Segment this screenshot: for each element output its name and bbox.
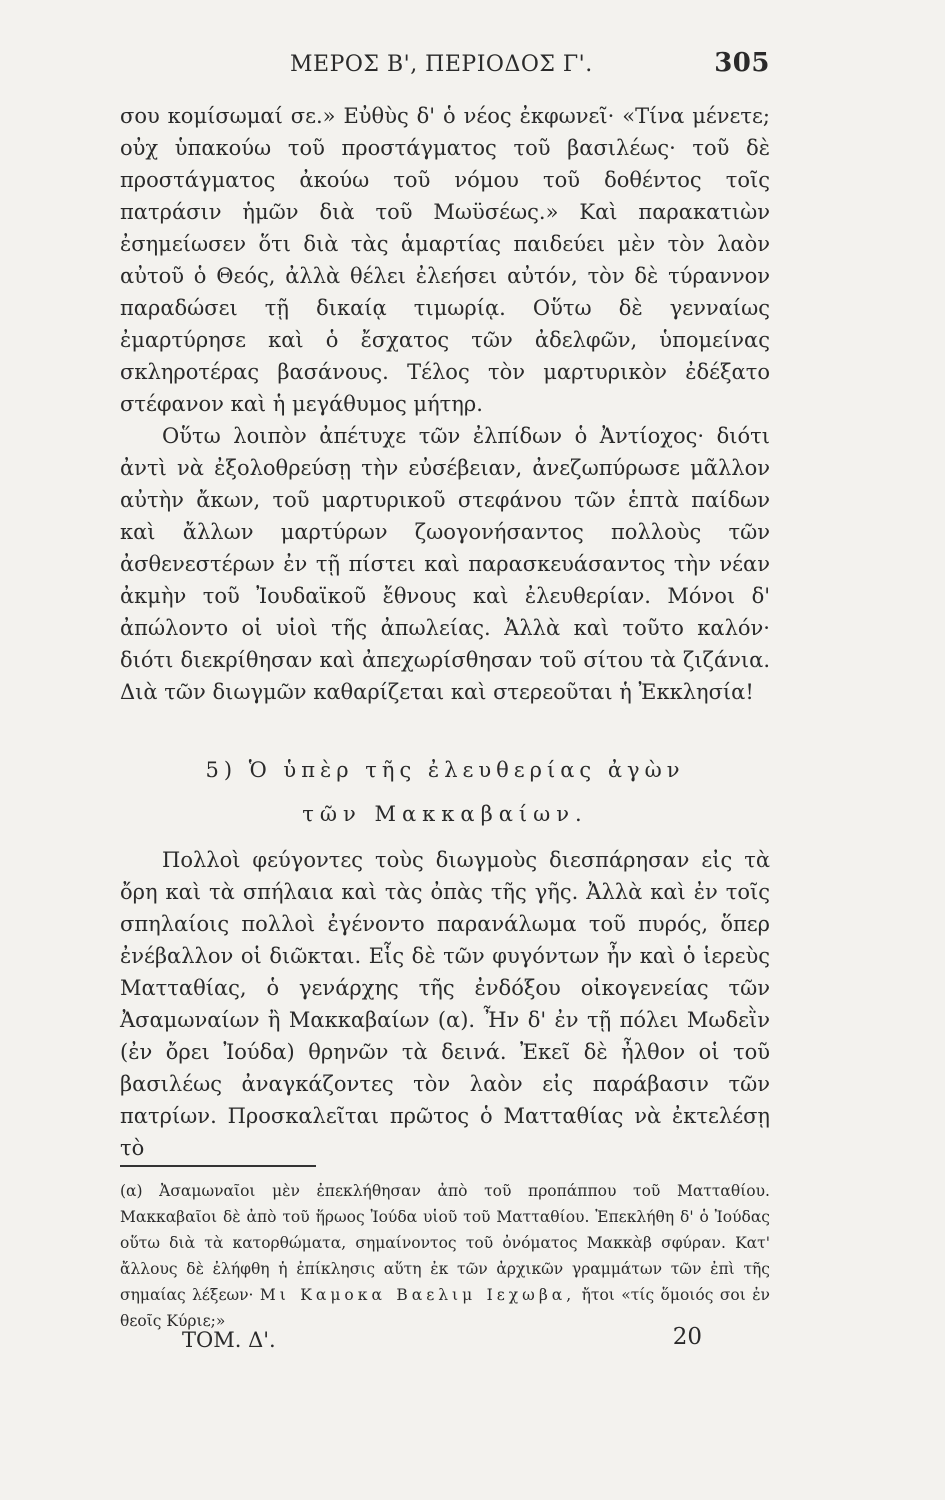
page-number: 305 — [714, 48, 770, 78]
footnote-text: (α) Ἀσαμωναῖοι μὲν ἐπεκλήθησαν ἀπὸ τοῦ προπάππου τοῦ Ματταθίου. Μακκαβαῖοι δὲ ἀπὸ τοῦ ἥρωος Ἰούδα υἱοῦ τοῦ Ματταθίου. Ἐπεκλήθη δ' ὁ Ἰούδας οὕτω διὰ τὰ κατορθώματα, σημαίνοντος τοῦ ὀνόματος Μακκὰβ σφύραν. Κατ' ἄλλους δὲ ἐλήφθη ἡ ἐπίκλησις αὕτη ἐκ τῶν ἀρχικῶν γραμμάτων τῶν ἐπὶ τῆς σημαίας λέξεων· — [120, 1182, 770, 1304]
footnote — [120, 1178, 770, 1334]
paragraph-1: σου κομίσωμαί σε.» Εὐθὺς δ' ὁ νέος ἐκφωνεῖ· «Τίνα μένετε; οὐχ ὑπακούω τοῦ προστάγματος τοῦ βασιλέως· τοῦ δὲ προστάγματος ἀκούω τοῦ νόμου τοῦ δοθέντος τοῖς πατράσιν ἡμῶν διὰ τοῦ Μωϋσέως.» Καὶ παρακατιὼν ἐσημείωσεν ὅτι διὰ τὰς ἁμαρτίας παιδεύει μὲν τὸν λαὸν αὐτοῦ ὁ Θεός, ἀλλὰ θέλει ἐλεήσει αὐτόν, τὸν δὲ τύραννον παραδώσει τῇ δικαίᾳ τιμωρίᾳ. Οὕτω δὲ γενναίως ἐμαρτύρησε καὶ ὁ ἔσχατος τῶν ἀδελφῶν, ὑπομείνας σκληροτέρας βασάνους. Τέλος τὸν μαρτυρικὸν ἐδέξατο στέφανον καὶ ἡ μεγάθυμος μήτηρ. — [120, 104, 770, 416]
paragraph-3: Πολλοὶ φεύγοντες τοὺς διωγμοὺς διεσπάρησαν εἰς τὰ ὄρη καὶ τὰ σπήλαια καὶ τὰς ὀπὰς τῆς γῆς. Ἀλλὰ καὶ ἐν τοῖς σπηλαίοις πολλοὶ ἐγένοντο παρανάλωμα τοῦ πυρός, ὅπερ ἐνέβαλλον οἱ διῶκται. Εἷς δὲ τῶν φυγόντων ἦν καὶ ὁ ἱερεὺς Ματταθίας, ὁ γενάρχης τῆς ἐνδόξου οἰκογενείας τῶν Ἀσαμωναίων ἢ Μακκαβαίων (α). Ἦν δ' ἐν τῇ πόλει Μωδεῒν (ἐν ὄρει Ἰούδα) θρηνῶν τὰ δεινά. Ἐκεῖ δὲ ἦλθον οἱ τοῦ βασιλέως ἀναγκάζοντες τὸν λαὸν εἰς παράβασιν τῶν πατρίων. Προσκαλεῖται πρῶτος ὁ Ματταθίας νὰ ἐκτελέσῃ τὸ — [120, 848, 770, 1160]
footnote-rule — [120, 1165, 316, 1167]
running-title: ΜΕΡΟΣ Β', ΠΕΡΙΟΔΟΣ Γ'. — [290, 52, 593, 77]
paragraph-2: Οὕτω λοιπὸν ἀπέτυχε τῶν ἐλπίδων ὁ Ἀντίοχος· διότι ἀντὶ νὰ ἐξολοθρεύσῃ τὴν εὐσέβειαν, ἀνεζωπύρωσε μᾶλλον αὐτὴν ἄκων, τοῦ μαρτυρικοῦ στεφάνου τῶν ἑπτὰ παίδων καὶ ἄλλων μαρτύρων ζωογονήσαντος πολλοὺς τῶν ἀσθενεστέρων ἐν τῇ πίστει καὶ παρασκευάσαντος τὴν νέαν ἀκμὴν τοῦ Ἰουδαϊκοῦ ἔθνους καὶ ἐλευθερίαν. Μόνοι δ' ἀπώλοντο οἱ υἱοὶ τῆς ἀπωλείας. Ἀλλὰ καὶ τοῦτο καλόν· διότι διεκρίθησαν καὶ ἀπεχωρίσθησαν τοῦ σίτου τὰ ζιζάνια. Διὰ τῶν διωγμῶν καθαρίζεται καὶ στερεοῦται ἡ Ἐκκλησία! — [120, 424, 770, 704]
volume-mark: ΤΟΜ. Δ'. — [182, 1328, 276, 1352]
footnote-hebrew-phrase: Μι Καμοκα Βαελιμ Ιεχωβα, — [259, 1286, 576, 1304]
signature-mark: 20 — [672, 1324, 702, 1350]
section-heading-line-2: τῶν Μακκαβαίων. — [302, 802, 588, 826]
footnote-translation: ἤτοι «τίς ὅμοιός σοι ἐν θεοῖς Κύριε;» — [120, 1286, 770, 1330]
main-text — [120, 100, 770, 1164]
section-heading-line-1: 5) Ὁ ὑπὲρ τῆς ἐλευθερίας ἀγὼν — [205, 758, 685, 782]
section-heading — [120, 754, 770, 830]
